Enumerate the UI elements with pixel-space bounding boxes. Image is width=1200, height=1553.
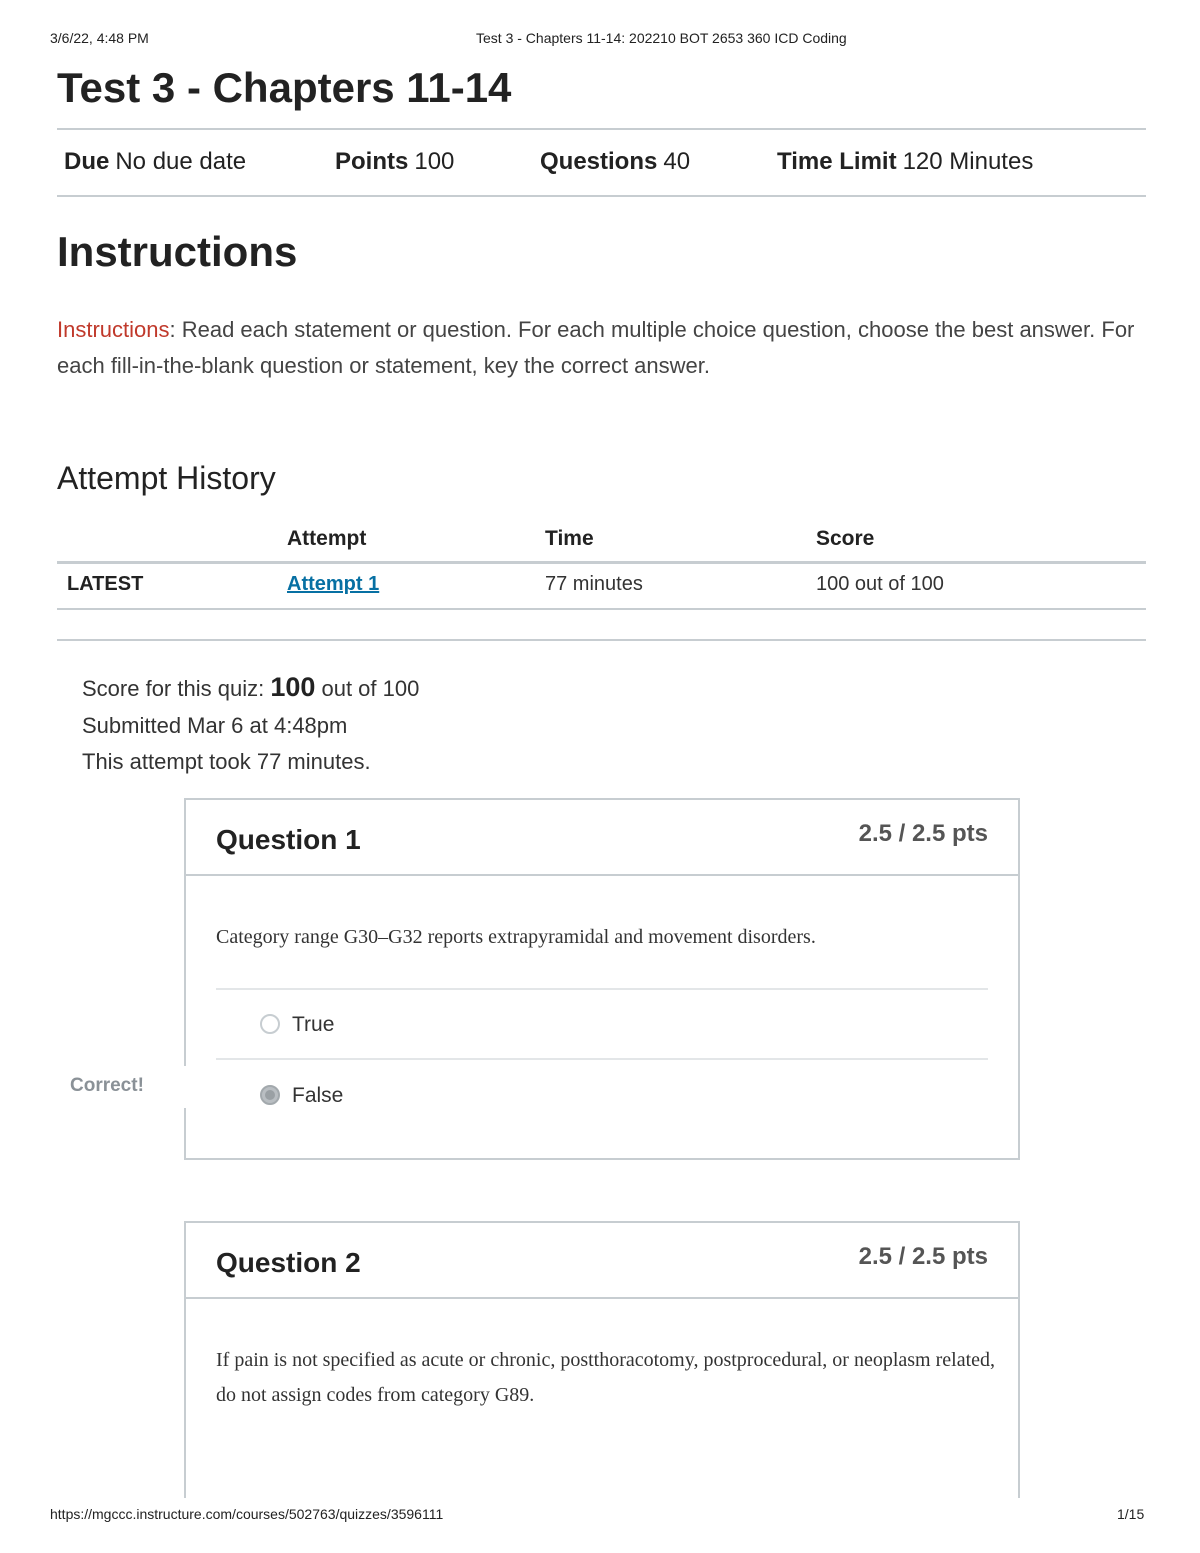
divider — [57, 195, 1146, 197]
question-1-points: 2.5 / 2.5 pts — [858, 820, 988, 847]
page-title: Test 3 - Chapters 11-14 — [57, 64, 512, 111]
answer-divider — [216, 1058, 988, 1060]
divider — [57, 639, 1146, 641]
question-2-title: Question 2 — [216, 1247, 361, 1278]
meta-points-value: 100 — [414, 148, 455, 175]
col-header-score: Score — [816, 527, 875, 550]
question-2-text: If pain is not specified as acute or chronic, postthoracotomy, postprocedural, or neoplasm related, do not assign codes from category G89. — [216, 1349, 996, 1406]
answer-divider — [216, 988, 988, 990]
divider — [57, 128, 1146, 130]
meta-time-limit-value: 120 Minutes — [902, 148, 1034, 175]
meta-points — [335, 148, 454, 176]
attempt-time: 77 minutes — [545, 573, 643, 595]
attempt-history-heading: Attempt History — [57, 460, 276, 496]
meta-questions-value: 40 — [663, 148, 691, 175]
instructions-body — [57, 312, 1137, 384]
meta-due-label: Due — [64, 148, 110, 175]
question-1-header — [186, 800, 1018, 876]
table-header-divider — [57, 561, 1146, 564]
attempt-1-link[interactable]: Attempt 1 — [287, 573, 380, 595]
print-datetime: 3/6/22, 4:48 PM — [50, 30, 149, 46]
instructions-heading: Instructions — [57, 228, 298, 275]
answer-true-label: True — [292, 1013, 335, 1036]
col-header-attempt: Attempt — [287, 527, 367, 550]
score-prefix: Score for this quiz: — [82, 676, 271, 701]
question-2-points: 2.5 / 2.5 pts — [858, 1243, 988, 1270]
meta-due-value: No due date — [115, 148, 247, 175]
radio-false-selected[interactable] — [260, 1085, 280, 1105]
meta-questions-label: Questions — [540, 148, 658, 175]
score-value: 100 — [270, 672, 316, 702]
result-notch — [150, 1066, 190, 1108]
meta-time-limit-label: Time Limit — [777, 148, 897, 175]
attempt-score: 100 out of 100 — [816, 573, 944, 595]
score-suffix: out of 100 — [315, 676, 420, 701]
meta-questions — [540, 148, 690, 176]
table-row-divider — [57, 608, 1146, 610]
meta-time-limit — [777, 148, 1033, 176]
question-2 — [184, 1221, 1020, 1523]
instructions-text: : Read each statement or question. For each multiple choice question, choose the best answer. For each fill-in-the-blank question or statement, key the correct answer. — [57, 317, 1135, 378]
correct-indicator: Correct! — [70, 1075, 144, 1096]
col-header-time: Time — [545, 527, 594, 550]
question-1-text: Category range G30–G32 reports extrapyramidal and movement disorders. — [216, 926, 816, 948]
print-doc-title: Test 3 - Chapters 11-14: 202210 BOT 2653 360 ICD Coding — [476, 30, 847, 46]
question-1-title: Question 1 — [216, 824, 361, 855]
radio-true[interactable] — [260, 1014, 280, 1034]
instructions-label: Instructions — [57, 317, 170, 342]
attempt-status: LATEST — [67, 573, 144, 595]
attempt-duration: This attempt took 77 minutes. — [82, 749, 371, 774]
question-2-header — [186, 1223, 1018, 1299]
submitted-at: Submitted Mar 6 at 4:48pm — [82, 713, 348, 738]
print-url: https://mgccc.instructure.com/courses/502763/quizzes/3596111 — [50, 1506, 444, 1522]
meta-due — [64, 148, 246, 176]
answer-false-label: False — [292, 1084, 344, 1107]
quiz-score — [82, 672, 419, 703]
question-1 — [184, 798, 1020, 1160]
print-page-number: 1/15 — [1117, 1506, 1145, 1522]
meta-points-label: Points — [335, 148, 409, 175]
